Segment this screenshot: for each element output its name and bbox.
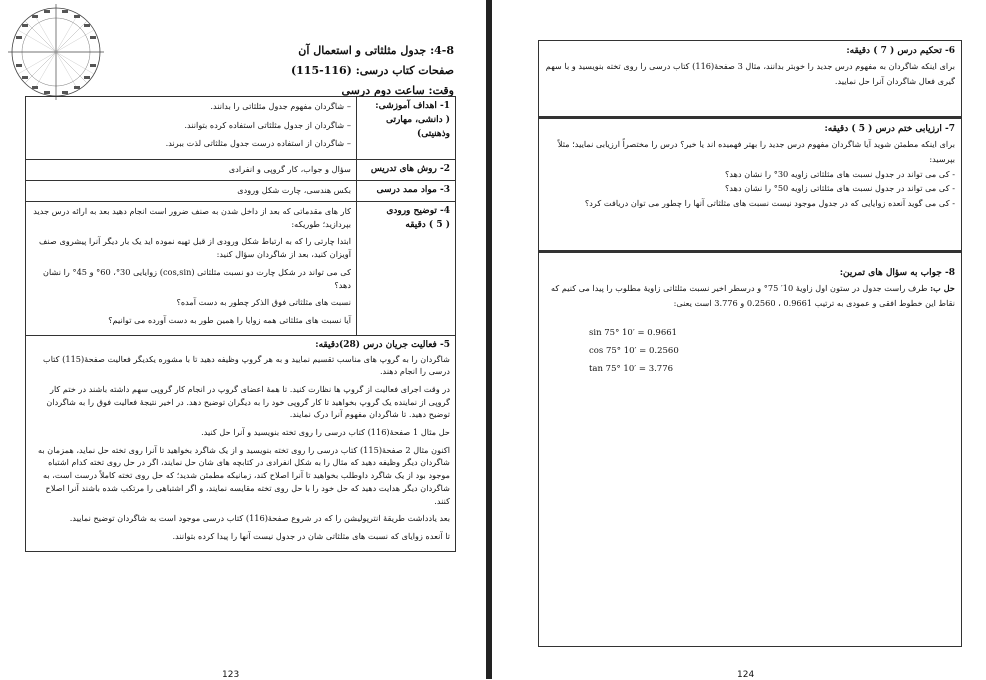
page-number: 123 — [222, 670, 240, 680]
methods-content: سؤال و جواب، کار گروپی و انفرادی — [26, 160, 357, 181]
intro-label: 4- توضیح ورودی ( 5 ) دقیقه — [357, 201, 456, 335]
intro-paragraph: کار های مقدماتی که بعد از داخل شدن به صنف ضرور است انجام دهید بعد به ارائه درس جدید بپردازید؛ طوریکه: — [33, 205, 351, 229]
materials-row — [26, 181, 456, 202]
answers-heading: 8- جواب به سؤال های تمرین: — [839, 268, 955, 278]
solution-text: طرف راست جدول در ستون اول زاویهٔ 10′ 75° و درسطر اخیر نسبت مثلثاتی زاویهٔ مطلوب را پیدا می کنیم که نقاط این خطوط افقی و عمودی به ترتیب 0.9661 ، 0.2560 و 3.776 است یعنی: — [550, 283, 955, 308]
materials-content: بکس هندسی، چارت شکل ورودی — [26, 181, 357, 202]
right-page — [492, 0, 986, 679]
result-line: cos 75° 10′ = 0.2560 — [589, 345, 679, 356]
left-page — [0, 0, 486, 679]
book-pages: صفحات کتاب درسی: (116-115) — [290, 64, 454, 77]
methods-label: 2- روش های تدریس — [357, 160, 456, 181]
answers-section — [538, 252, 962, 647]
intro-paragraph: کی می تواند در شکل چارت دو نسبت مثلثاتی (cos,sin) زوایایی 30°، 60° و 45° را نشان دهد؟ — [42, 266, 351, 290]
lesson-plan-table — [25, 96, 456, 552]
objective-item: – شاگردان از استفاده درست جدول مثلثاتی لذت ببرند. — [31, 137, 351, 150]
objectives-row — [26, 97, 456, 160]
intro-paragraph: ابتدا چارتی را که به ارتباط شکل ورودی از قبل تهیه نموده اید یک بار دیگر آنرا پیشروی صنف آویزان کنید، بعد از شاگردان سؤال کنید: — [38, 236, 351, 260]
result-line: sin 75° 10′ = 0.9661 — [589, 328, 678, 338]
activity-row — [26, 335, 456, 551]
activity-paragraph: بعد یادداشت طریقهٔ انترپولیشن را که در شروع صفحهٔ(116) کتاب درسی موجود است به شاگردان توضیح نمایید. — [69, 513, 450, 524]
results-list — [589, 325, 679, 379]
evaluation-question: - کی می تواند در جدول نسبت های مثلثاتی زاویه 50° را نشان دهد؟ — [725, 183, 955, 194]
consolidation-text: برای اینکه شاگردان به مفهوم درس جدید را خوبتر بدانند، مثال 3 صفحهٔ(116) کتاب درسی را روی تخته بنویسید و با سهم گیری فعال شاگردان آنرا حل نمایید. — [545, 61, 955, 86]
methods-row — [26, 160, 456, 181]
intro-paragraph: آیا نسبت های مثلثاتی همه زوایا را همین طور به دست آورده می توانیم؟ — [108, 314, 351, 325]
activity-heading: 5- فعالیت جریان درس (28)دقیقه: — [315, 339, 450, 350]
intro-paragraph: نسبت های مثلثاتی فوق الذکر چطور به دست آمده؟ — [176, 297, 351, 308]
activity-paragraph: تا آنعده زوایای که نسبت های مثلثاتی شان در جدول نیست آنها را پیدا کرده بتوانند. — [172, 530, 450, 541]
evaluation-heading: 7- ارزیابی ختم درس ( 5 ) دقیقه: — [824, 124, 955, 134]
lesson-time: وقت: ساعت دوم درسی — [341, 84, 454, 97]
activity-paragraph: شاگردان را به گروپ های مناسب تقسیم نمایید و به هر گروپ وظیفه دهید تا با مشوره یکدیگر فعالیت صفحهٔ(115) کتاب درسی را انجام دهند. — [42, 353, 450, 377]
lesson-title: 4-8: جدول مثلثاتی و استعمال آن — [298, 44, 454, 57]
activity-paragraph: اکنون مثال 2 صفحهٔ(115) کتاب درسی را روی تخته بنویسید و از یک شاگرد بخواهید تا آنرا روی تخته حل نماید، همزمان به شاگردان دیگر وظیفه دهید که مثال را به شکل انفرادی در کتابچه های شان حل نمایند، اگر در حل روی تخته کدام اشتباه موجود بود از یک شاگرد داوطلب بخواهید تا آنرا اصلاح کند، زمانیکه مطمئن شدید؛ که حل روی تخته کاملاً درست است، به شاگردان دیگر هدایت دهید که حل خود را با حل روی تخته مقایسه نمایند، و اگر اشتباهی را مرتکب شده باشند آنرا اصلاح کنند. — [38, 444, 450, 506]
consolidation-heading: 6- تحکیم درس ( 7 ) دقیقه: — [846, 46, 955, 56]
evaluation-question: - کی می تواند در جدول نسبت های مثلثاتی زاویه 30° را نشان دهد؟ — [725, 168, 955, 179]
objective-item: – شاگردان مفهوم جدول مثلثاتی را بدانند. — [31, 100, 351, 113]
activity-paragraph: در وقت اجرای فعالیت از گروپ ها نظارت کنید. تا همهٔ اعضای گروپ در انجام کار گروپی سهم داشته باشند در ختم کار گروپی از نماینده یک گروپ بخواهید تا کار گروپی خود را به دیگران توضیح دهد. در اخیر نتیجهٔ فعالیت فوق را به شاگردان توضیح دهید. تا شاگردان مفهوم آنرا درک نمایند. — [46, 383, 450, 420]
page-number: 124 — [737, 670, 755, 680]
solution-label: حل ب: — [930, 283, 955, 294]
objectives-label: 1- اهداف آموزشی: ( دانشی، مهارتی وذهنیتی) — [357, 97, 456, 160]
solution-paragraph — [545, 281, 955, 311]
activity-content — [26, 335, 456, 551]
objectives-content — [26, 97, 357, 160]
evaluation-section — [538, 118, 962, 252]
unit-circle-logo — [6, 2, 106, 102]
intro-row — [26, 201, 456, 335]
result-line: tan 75° 10′ = 3.776 — [589, 363, 674, 374]
evaluation-question: - کی می گوید آنعده زوایایی که در جدول موجود نیست نسبت های مثلثاتی آنها را چطور می توان دریافت کرد؟ — [584, 198, 955, 209]
objective-item: – شاگردان از جدول مثلثاتی استفاده کرده بتوانند. — [31, 119, 351, 132]
consolidation-section — [538, 40, 962, 118]
materials-label: 3- مواد ممد درسی — [357, 181, 456, 202]
evaluation-text: برای اینکه مطمئن شوید آیا شاگردان مفهوم درس جدید را بهتر فهمیده اند یا خیر؟ درس را مختصراً ارزیابی نمایید؛ مثلاً بپرسید: — [557, 139, 955, 164]
activity-paragraph: حل مثال 1 صفحهٔ(116) کتاب درسی را روی تخته بنویسید و آنرا حل کنید. — [201, 427, 450, 438]
intro-content — [26, 201, 357, 335]
